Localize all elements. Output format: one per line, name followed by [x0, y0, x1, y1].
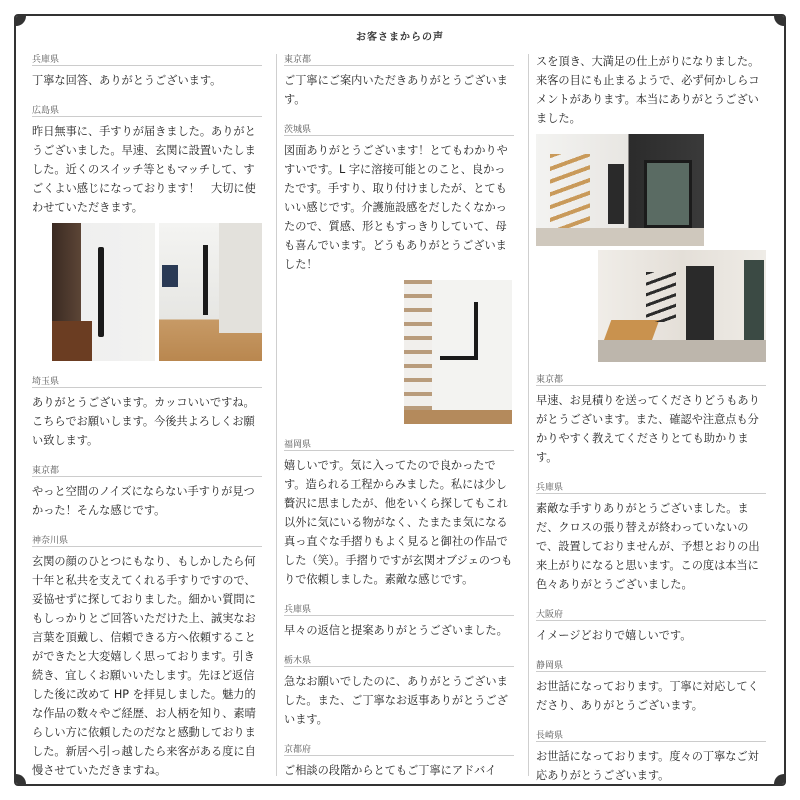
testimonial-text: 丁寧な回答、ありがとうございます。	[32, 74, 222, 87]
column-divider	[528, 54, 529, 776]
testimonial-text: お世話になっております。丁寧に対応してくださり、ありがとうございます。	[536, 680, 759, 712]
prefecture-label: 茨城県	[284, 122, 514, 136]
testimonial-entry	[32, 52, 262, 90]
testimonial-entry	[284, 653, 514, 729]
prefecture-label: 神奈川県	[32, 533, 262, 547]
handrail-photo	[159, 223, 262, 361]
testimonial-entry	[32, 374, 262, 450]
prefecture-label: 広島県	[32, 103, 262, 117]
corner-decoration	[774, 774, 784, 784]
testimonial-text: お世話になっております。度々の丁寧なご対応ありがとうございます。	[536, 750, 759, 782]
prefecture-label: 兵庫県	[284, 602, 514, 616]
corner-decoration	[774, 16, 784, 26]
testimonial-entry	[536, 607, 766, 645]
prefecture-label: 埼玉県	[32, 374, 262, 388]
prefecture-label: 東京都	[284, 52, 514, 66]
testimonial-entry	[284, 602, 514, 640]
corner-decoration	[16, 774, 26, 784]
column-1	[32, 52, 262, 786]
testimonial-entry	[32, 463, 262, 520]
testimonial-text: 図面ありがとうございます！とてもわかりやすいです。L 字に溶接可能とのこと、良かったです。手すり、取り付けましたが、とてもいい感じです。介護施設感をだしたくなかったので、質感、形ともすっきりしていて、母も喜んでいます。どうもありがとうございました！	[284, 144, 508, 271]
prefecture-label: 東京都	[536, 372, 766, 386]
testimonial-entry	[284, 122, 514, 424]
photo-group	[52, 223, 262, 361]
handrail-photo	[52, 223, 155, 361]
corner-decoration	[16, 16, 26, 26]
prefecture-label: 栃木県	[284, 653, 514, 667]
page-title: お客さまからの声	[356, 32, 444, 43]
testimonial-entry	[536, 372, 766, 467]
entrance-photo	[598, 250, 766, 362]
column-2	[284, 52, 514, 786]
testimonial-text: 昨日無事に、手すりが届きました。ありがとうございました。早速、玄関に設置いたしました。近くのスイッチ等ともマッチして、すごくよい感じになっております！ 大切に使わせていただきます。	[32, 125, 256, 214]
testimonial-entry	[536, 728, 766, 785]
testimonial-text: ご丁寧にご案内いただきありがとうございます。	[284, 74, 508, 106]
testimonial-text: やっと空間のノイズにならない手すりが見つかった！そんな感じです。	[32, 485, 255, 517]
testimonial-text: 急なお願いでしたのに、ありがとうございました。また、ご丁寧なお返事ありがとうございます。	[284, 675, 508, 726]
prefecture-label: 長崎県	[536, 728, 766, 742]
prefecture-label: 兵庫県	[536, 480, 766, 494]
testimonial-entry	[32, 103, 262, 361]
photo-group	[284, 280, 514, 424]
prefecture-label: 兵庫県	[32, 52, 262, 66]
testimonial-text: 素敵な手すりありがとうございました。まだ、クロスの張り替えが終わっていないので、設置しておりませんが、予想とおりの出来上がりになると思います。この度は本当に色々ありがとうございました。	[536, 502, 760, 591]
testimonial-text: 玄関の顔のひとつにもなり、もしかしたら何十年と私共を支えてくれる手すりですので、妥協せずに探しておりました。細かい質問にもしっかりとご回答いただけた上、誠実なお言葉を頂戴し、信頼できる方へ依頼することができたと大変嬉しく思っております。引き続き、宜しくお願いいたします。先ほど返信した後に改めて HP を拝見しました。魅力的な作品の数々やご経歴、お人柄を知り、素晴らしい方に依頼したのだなと感動しておりました。新居へ引っ越したら来客がある度に自慢させていただきますね。	[32, 555, 256, 777]
testimonial-text: ご相談の段階からとてもご丁寧にアドバイ	[284, 764, 497, 777]
testimonial-text: 早速、お見積りを送ってくださりどうもありがとうございます。また、確認や注意点も分かりやすく教えてくださりとても助かります。	[536, 394, 760, 464]
testimonials-panel	[14, 14, 786, 786]
entrance-photo	[536, 134, 704, 246]
prefecture-label: 大阪府	[536, 607, 766, 621]
testimonial-entry	[536, 480, 766, 594]
testimonial-entry	[284, 437, 514, 589]
testimonial-text: スを頂き、大満足の仕上がりになりました。来客の目にも止まるようで、必ず何かしらコメントがあります。本当にありがとうございました。	[536, 55, 760, 125]
prefecture-label: 福岡県	[284, 437, 514, 451]
prefecture-label: 東京都	[32, 463, 262, 477]
prefecture-label: 静岡県	[536, 658, 766, 672]
testimonial-text: 嬉しいです。気に入ってたので良かったです。造られる工程からみました。私には少し贅沢に思ましたが、他をいくら探してもこれ以外に気にいる物がなく、たまたま気になる真っ直ぐな手摺りもよく見ると御社の作品でした（笑）。手摺りですが玄関オブジェのつもりで依頼しました。素敵な感じです。	[284, 459, 513, 586]
handrail-photo	[404, 280, 512, 424]
testimonial-entry	[32, 533, 262, 780]
testimonial-entry	[284, 52, 514, 109]
testimonial-entry-continued	[536, 52, 766, 362]
testimonial-text: ありがとうございます。カッコいいですね。こちらでお願いします。今後共よろしくお願い致します。	[32, 396, 255, 447]
column-3	[536, 52, 766, 786]
testimonial-text: 早々の返信と提案ありがとうございました。	[284, 624, 508, 637]
prefecture-label: 京都府	[284, 742, 514, 756]
column-divider	[276, 54, 277, 776]
testimonial-text: イメージどおりで嬉しいです。	[536, 629, 692, 642]
testimonial-entry	[536, 658, 766, 715]
testimonial-entry	[284, 742, 514, 780]
